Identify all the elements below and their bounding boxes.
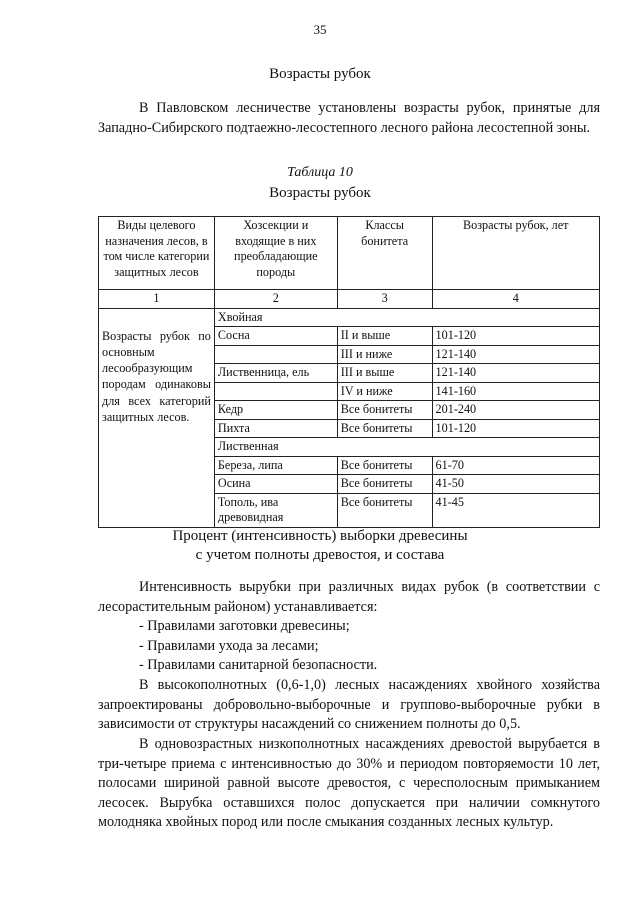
page-number: 35 xyxy=(313,22,327,37)
species-cell: Тополь, ива древовидная xyxy=(214,493,337,527)
species-cell: Лиственница, ель xyxy=(214,364,337,383)
paragraph-3: В одновозрастных низкополнотных насаждениях древостой вырубается в три-четыре приема с интенсивностью до 30% и периодом повторяемости 10 лет, полосами шириной равной высоте древостоя, с чересполосным примыканием лесосек. Вырубка оставшихся полос допускается при наличии сомкнутого молодняка хвойных пород или после смыкания созданных лесных культур. xyxy=(98,736,600,830)
paragraph-2: В высокополнотных (0,6-1,0) лесных насаждениях хвойного хозяйства запроектированы добровольно-выборочные и группово-выборочные рубки в зависимости от структуры насаждений со снижением полноты до 0,5. xyxy=(98,677,600,732)
table-header-row xyxy=(99,217,600,290)
class-cell: IV и ниже xyxy=(337,382,432,401)
rotation-ages-table xyxy=(98,216,600,528)
table-row xyxy=(99,327,600,346)
age-cell: 41-50 xyxy=(432,475,599,494)
table-header-cell: Виды целевого назначения лесов, в том числе категории защитных лесов xyxy=(99,217,215,290)
list-item: - Правилами санитарной безопасности. xyxy=(139,657,378,673)
species-cell xyxy=(214,345,337,364)
column-number: 4 xyxy=(432,290,599,309)
table-caption: Таблица 10 xyxy=(287,165,353,180)
list-item: - Правилами ухода за лесами; xyxy=(139,637,319,654)
purpose-cell: Возрасты рубок по основным лесообразующим породам одинаковы для всех категорий защитных лесов. xyxy=(99,327,215,528)
age-cell: 121-140 xyxy=(432,345,599,364)
class-cell: Все бонитеты xyxy=(337,475,432,494)
table-header-cell: Классы бонитета xyxy=(337,217,432,290)
group-label: Хвойная xyxy=(214,308,599,327)
class-cell: Все бонитеты xyxy=(337,456,432,475)
intro-paragraph: В Павловском лесничестве установлены возрасты рубок, принятые для Западно-Сибирского подтаежно-лесостепного лесного района лесостепной зоны. xyxy=(98,100,600,136)
table-header-cell: Хозсекции и входящие в них преобладающие породы xyxy=(214,217,337,290)
table-title: Возрасты рубок xyxy=(269,185,371,201)
section-title: Возрасты рубок xyxy=(269,66,371,82)
section2-title-line2: с учетом полноты древостоя, и состава xyxy=(195,547,445,563)
species-cell: Береза, липа xyxy=(214,456,337,475)
column-number-row xyxy=(99,290,600,309)
class-cell: Все бонитеты xyxy=(337,419,432,438)
age-cell: 41-45 xyxy=(432,493,599,527)
group-label: Лиственная xyxy=(214,438,599,457)
age-cell: 61-70 xyxy=(432,456,599,475)
column-number: 3 xyxy=(337,290,432,309)
list-item: - Правилами заготовки древесины; xyxy=(139,618,350,634)
age-cell: 121-140 xyxy=(432,364,599,383)
paragraph-1: Интенсивность вырубки при различных видах рубок (в соответствии с лесорастительным районом) устанавливается: xyxy=(98,579,600,615)
species-cell: Сосна xyxy=(214,327,337,346)
class-cell: III и выше xyxy=(337,364,432,383)
table-header-cell: Возрасты рубок, лет xyxy=(432,217,599,290)
rules-list xyxy=(98,617,600,676)
column-number: 2 xyxy=(214,290,337,309)
age-cell: 101-120 xyxy=(432,327,599,346)
class-cell: Все бонитеты xyxy=(337,493,432,527)
species-cell xyxy=(214,382,337,401)
class-cell: Все бонитеты xyxy=(337,401,432,420)
section2-title-line1: Процент (интенсивность) выборки древесины xyxy=(172,528,468,544)
age-cell: 101-120 xyxy=(432,419,599,438)
group-row-conifer xyxy=(99,308,600,327)
species-cell: Пихта xyxy=(214,419,337,438)
age-cell: 141-160 xyxy=(432,382,599,401)
species-cell: Кедр xyxy=(214,401,337,420)
age-cell: 201-240 xyxy=(432,401,599,420)
species-cell: Осина xyxy=(214,475,337,494)
class-cell: III и ниже xyxy=(337,345,432,364)
column-number: 1 xyxy=(99,290,215,309)
class-cell: II и выше xyxy=(337,327,432,346)
